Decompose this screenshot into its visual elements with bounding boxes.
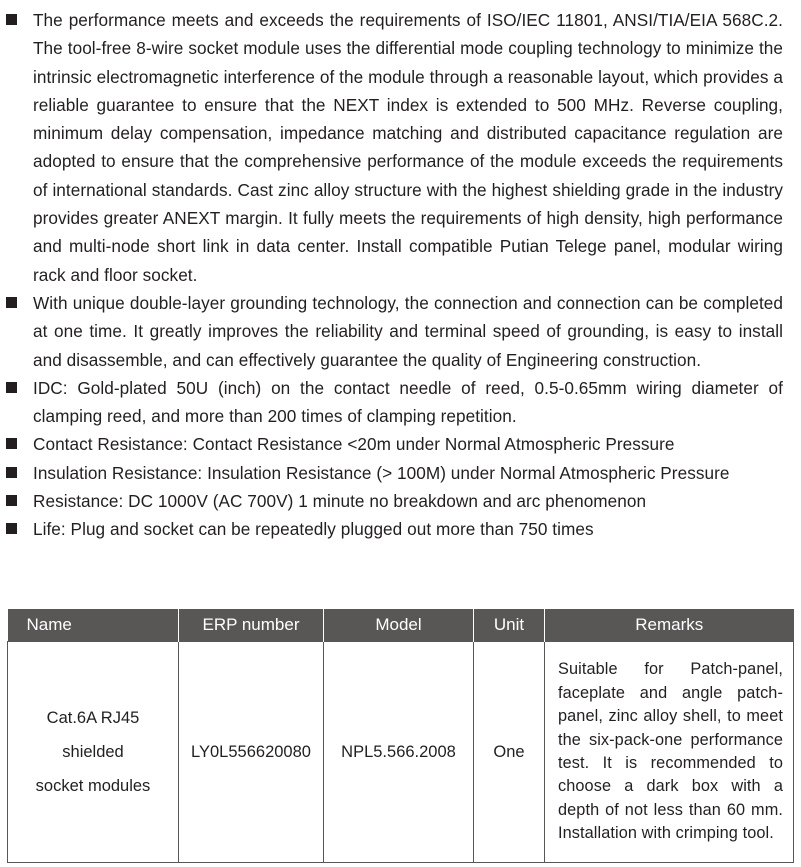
cell-name	[8, 642, 179, 863]
feature-item	[0, 6, 783, 289]
feature-list	[0, 6, 801, 544]
feature-text: The performance meets and exceeds the requirements of ISO/IEC 11801, ANSI/TIA/EIA 568C.2. The tool-free 8-wire socket module uses the differential mode coupling technology to minimize the intrinsic electromagnetic interference of the module through a reasonable layout, which provides a reliable guarantee to ensure that the NEXT index is extended to 500 MHz. Reverse coupling, minimum delay compensation, impedance matching and distributed capacitance regulation are adopted to ensure that the comprehensive performance of the module exceeds the requirements of international standards. Cast zinc alloy structure with the highest shielding grade in the industry provides greater ANEXT margin. It fully meets the requirements of high density, high performance and multi-node short link in data center. Install compatible Putian Telege panel, modular wiring rack and floor socket.	[33, 10, 783, 285]
feature-text: IDC: Gold-plated 50U (inch) on the contact needle of reed, 0.5-0.65mm wiring diameter of clamping reed, and more than 200 times of clamping repetition.	[33, 377, 783, 427]
bullet-square-icon	[6, 382, 17, 393]
cell-name-line2: socket modules	[35, 777, 151, 795]
header-model: Model	[324, 609, 474, 642]
cell-erp-number: LY0L556620080	[179, 642, 324, 863]
header-remarks: Remarks	[545, 609, 794, 642]
bullet-square-icon	[6, 495, 17, 506]
bullet-square-icon	[6, 438, 17, 449]
cell-unit: One	[474, 642, 545, 863]
feature-text: Resistance: DC 1000V (AC 700V) 1 minute no breakdown and arc phenomenon	[33, 491, 647, 512]
feature-text: Insulation Resistance: Insulation Resistance (> 100M) under Normal Atmospheric Pressure	[33, 462, 730, 483]
header-erp-number: ERP number	[179, 609, 324, 642]
cell-name-line1: Cat.6A RJ45 shielded	[46, 709, 140, 761]
bullet-square-icon	[6, 14, 17, 25]
feature-item	[0, 289, 783, 374]
feature-item	[0, 430, 783, 458]
bullet-square-icon	[6, 467, 17, 478]
feature-text: With unique double-layer grounding technology, the connection and connection can be completed at one time. It greatly improves the reliability and terminal speed of grounding, is easy to install and disassemble, and can effectively guarantee the quality of Engineering construction.	[33, 292, 783, 370]
feature-item	[0, 487, 783, 515]
cell-model: NPL5.566.2008	[324, 642, 474, 863]
feature-item	[0, 459, 783, 487]
bullet-square-icon	[6, 523, 17, 534]
remarks-text: Suitable for Patch-panel, faceplate and angle patch-panel, zinc alloy shell, to meet the six-pack-one performance test. It is recommended to choose a dark box with a depth of not less than 60 mm. Installation with crimping tool.	[558, 660, 783, 843]
table-header-row	[8, 609, 794, 642]
product-spec-table	[7, 609, 794, 863]
header-unit: Unit	[474, 609, 545, 642]
feature-item	[0, 515, 783, 543]
feature-text: Life: Plug and socket can be repeatedly plugged out more than 750 times	[33, 519, 594, 540]
header-name: Name	[8, 609, 179, 642]
table-row	[8, 642, 794, 863]
bullet-square-icon	[6, 297, 17, 308]
feature-item	[0, 374, 783, 431]
cell-remarks	[545, 642, 794, 863]
feature-text: Contact Resistance: Contact Resistance <20m under Normal Atmospheric Pressure	[33, 434, 675, 455]
